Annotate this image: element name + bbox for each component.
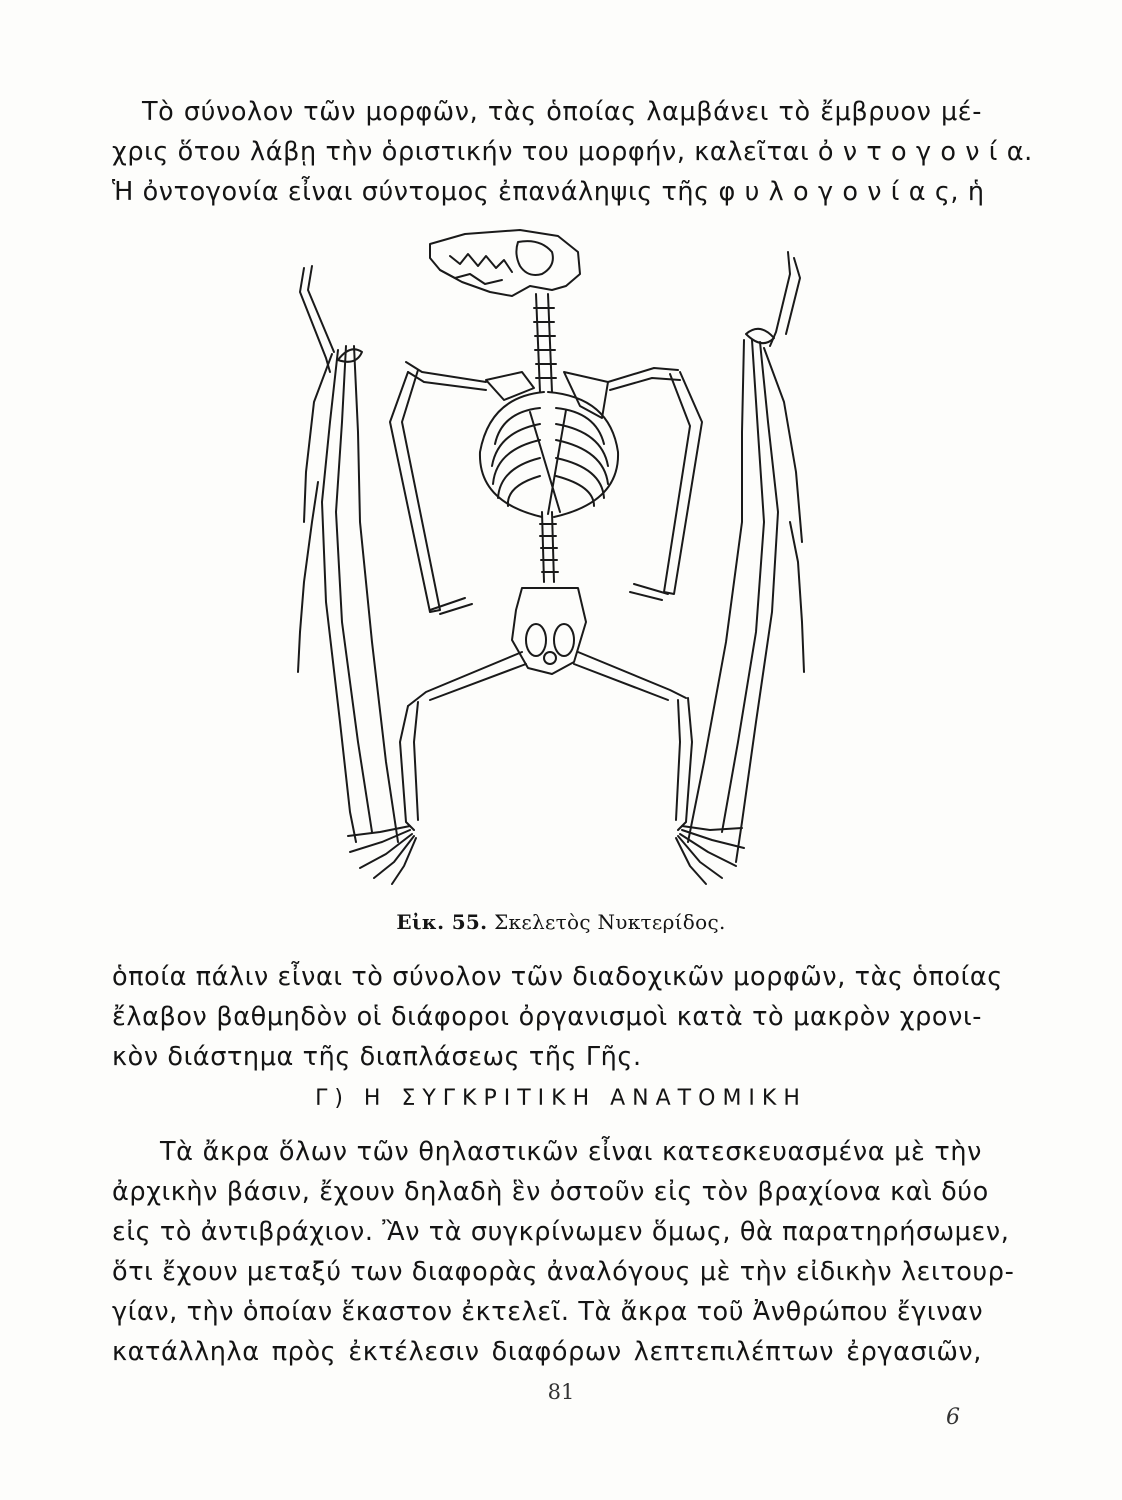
text-line: ἀρχικὴν βάσιν, ἔχουν δηλαδὴ ἓν ὀστοῦν εἰς τὸν βραχίονα καὶ δύο <box>112 1177 989 1207</box>
text-line: ὅτι ἔχουν μεταξύ των διαφορὰς ἀναλόγους μὲ τὴν εἰδικὴν λειτουρ- <box>112 1257 1015 1287</box>
text-line: Τὸ σύνολον τῶν μορφῶν, τὰς ὁποίας λαμβάνει τὸ ἔμβρυον μέ- <box>142 97 982 127</box>
text-line: Ἡ ὀντογονία εἶναι σύντομος ἐπανάληψις τῆς φ υ λ ο γ ο ν ί α ς, ἡ <box>112 177 985 207</box>
section-heading: Γ) Η ΣΥΓΚΡΙΤΙΚΗ ΑΝΑΤΟΜΙΚΗ <box>315 1086 807 1111</box>
legs <box>400 652 692 830</box>
feet <box>348 826 744 884</box>
text-line: ὁποία πάλιν εἶναι τὸ σύνολον τῶν διαδοχικῶν μορφῶν, τὰς ὁποίας <box>112 962 1003 992</box>
text-line: εἰς τὸ ἀντιβράχιον. Ἂν τὰ συγκρίνωμεν ὅμως, θὰ παρατηρήσωμεν, <box>112 1217 1010 1247</box>
text-line: κατάλληλα πρὸς ἐκτέλεσιν διαφόρων λεπτεπιλέπτων ἐργασιῶν, <box>112 1337 982 1367</box>
skull <box>430 230 580 296</box>
page-number: 81 <box>547 1380 575 1404</box>
rib-cage <box>480 392 618 517</box>
text-line: γίαν, τὴν ὁποίαν ἕκαστον ἐκτελεῖ. Τὰ ἄκρα τοῦ Ἀνθρώπου ἔγιναν <box>112 1297 984 1327</box>
paragraph-comparative-anatomy <box>112 1132 1015 1372</box>
figure-caption <box>0 910 1122 934</box>
bat-skeleton-illustration <box>290 222 850 902</box>
text-line: ἔλαβον βαθμηδὸν οἱ διάφοροι ὀργανισμοὶ κατὰ τὸ μακρὸν χρονι- <box>112 1002 982 1032</box>
figure-label: Εἰκ. 55. <box>396 910 488 934</box>
paragraph-phylogeny <box>112 957 1003 1077</box>
left-wing <box>298 266 486 842</box>
text-line: χρις ὅτου λάβῃ τὴν ὁριστικήν του μορφήν, καλεῖται ὀ ν τ ο γ ο ν ί α. <box>112 137 1033 167</box>
paragraph-ontogeny <box>112 92 1033 212</box>
signature-mark: 6 <box>946 1405 960 1430</box>
right-wing <box>608 252 804 862</box>
text-line: Τὰ ἄκρα ὅλων τῶν θηλαστικῶν εἶναι κατεσκευασμένα μὲ τὴν <box>160 1137 982 1167</box>
figure-caption-text: Σκελετὸς Νυκτερίδος. <box>494 910 726 934</box>
text-line: κὸν διάστημα τῆς διαπλάσεως τῆς Γῆς. <box>112 1042 642 1072</box>
pelvis <box>512 588 586 674</box>
